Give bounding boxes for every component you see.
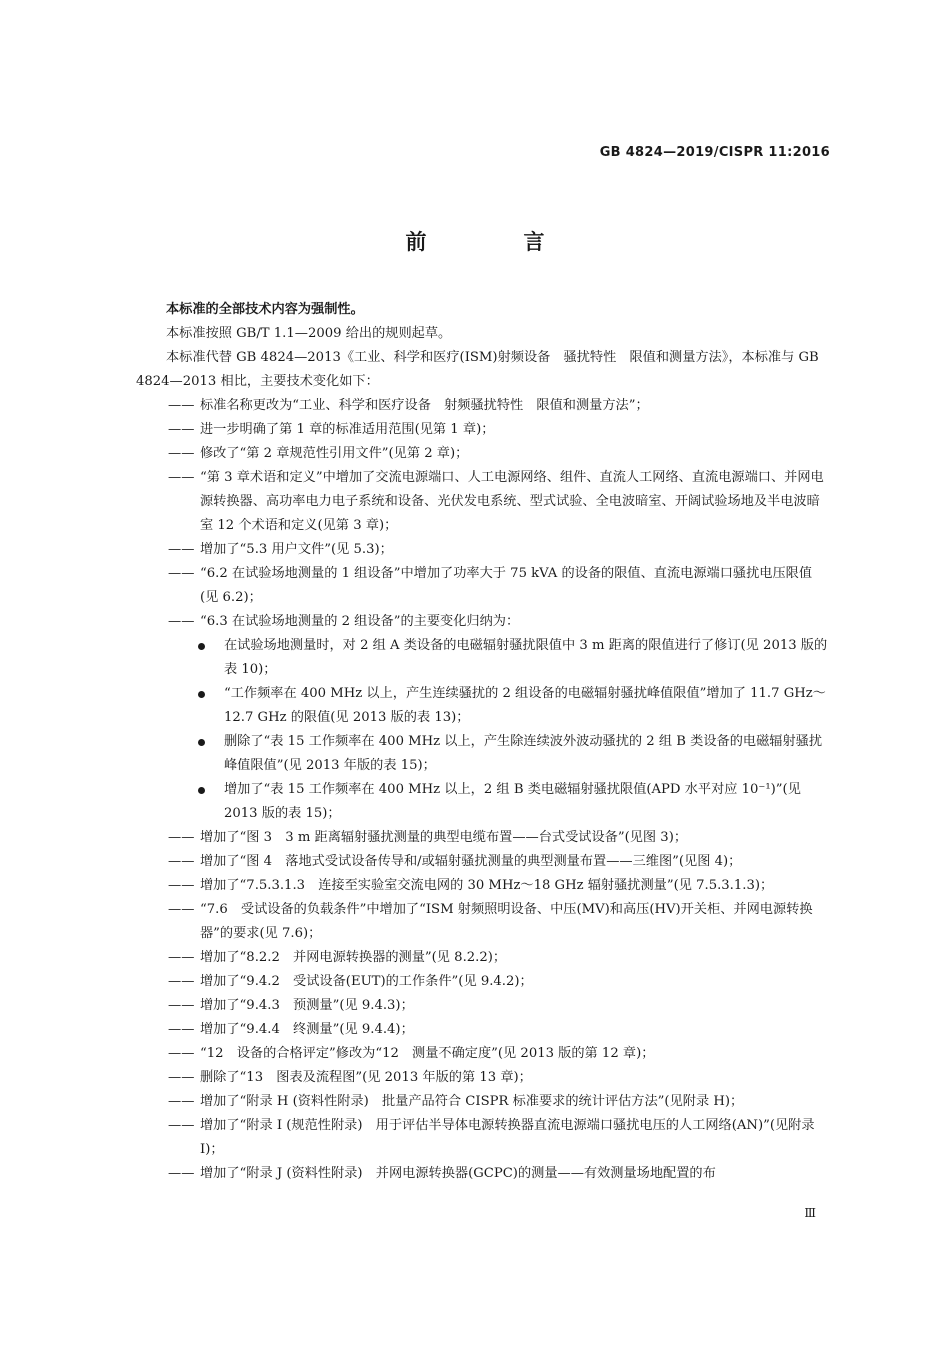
- change-item: [136, 898, 830, 946]
- change-item: [136, 1018, 830, 1042]
- change-text: 修改了“第 2 章规范性引用文件”(见第 2 章)；: [200, 446, 469, 461]
- bullet-dot-icon: [198, 739, 205, 746]
- change-item: [136, 874, 830, 898]
- change-item: [136, 994, 830, 1018]
- bullet-item: [136, 634, 830, 682]
- dash-mark: ——: [168, 998, 195, 1013]
- bullet-text: 删除了“表 15 工作频率在 400 MHz 以上，产生除连续波外波动骚扰的 2 组 B 类设备的电磁辐射骚扰峰值限值”(见 2013 年版的表 15)；: [224, 734, 823, 773]
- dash-mark: ——: [168, 902, 195, 917]
- change-item: [136, 826, 830, 850]
- dash-mark: ——: [168, 542, 195, 557]
- change-text: 增加了“9.4.4 终测量”(见 9.4.4)；: [200, 1022, 414, 1037]
- change-text: 增加了“图 3 3 m 距离辐射骚扰测量的典型电缆布置——台式受试设备”(见图 3)；: [200, 830, 688, 845]
- change-text: 增加了“附录 I (规范性附录) 用于评估半导体电源转换器直流电源端口骚扰电压的人工网络(AN)”(见附录 I)；: [200, 1118, 815, 1157]
- mandatory-statement: 本标准的全部技术内容为强制性。: [166, 302, 364, 317]
- page-number: Ⅲ: [804, 1206, 816, 1220]
- change-text: 增加了“附录 J (资料性附录) 并网电源转换器(GCPC)的测量——有效测量场地配置的布: [200, 1166, 716, 1181]
- change-item: [136, 850, 830, 874]
- change-item: [136, 970, 830, 994]
- change-item: [136, 1090, 830, 1114]
- bullet-dot-icon: [198, 643, 205, 650]
- change-text: 增加了“7.5.3.1.3 连接至实验室交流电网的 30 MHz～18 GHz 辐射骚扰测量”(见 7.5.3.1.3)；: [200, 878, 774, 893]
- change-text: “6.2 在试验场地测量的 1 组设备”中增加了功率大于 75 kVA 的设备的限值、直流电源端口骚扰电压限值(见 6.2)；: [200, 566, 813, 605]
- bullet-text: “工作频率在 400 MHz 以上，产生连续骚扰的 2 组设备的电磁辐射骚扰峰值限值”增加了 11.7 GHz～12.7 GHz 的限值(见 2013 版的表 13)；: [224, 686, 826, 725]
- change-item: [136, 442, 830, 466]
- change-item: [136, 1066, 830, 1090]
- bullet-item: [136, 778, 830, 826]
- bullet-dot-icon: [198, 787, 205, 794]
- change-item: [136, 1042, 830, 1066]
- dash-mark: ——: [168, 950, 195, 965]
- replacement-paragraph: 本标准代替 GB 4824—2013《工业、科学和医疗(ISM)射频设备 骚扰特性 限值和测量方法》，本标准与 GB 4824—2013 相比，主要技术变化如下：: [136, 350, 819, 389]
- change-text: 增加了“8.2.2 并网电源转换器的测量”(见 8.2.2)；: [200, 950, 507, 965]
- dash-mark: ——: [168, 446, 195, 461]
- dash-mark: ——: [168, 614, 195, 629]
- document-body: [136, 298, 830, 1186]
- dash-mark: ——: [168, 566, 195, 581]
- dash-mark: ——: [168, 1166, 195, 1181]
- change-text: “第 3 章术语和定义”中增加了交流电源端口、人工电源网络、组件、直流人工网络、直流电源端口、并网电源转换器、高功率电力电子系统和设备、光伏发电系统、型式试验、全电波暗室、开阔试验场地及半电波暗室 12 个术语和定义(见第 3 章)；: [200, 470, 824, 533]
- change-item: [136, 394, 830, 418]
- dash-mark: ——: [168, 1022, 195, 1037]
- change-text: “6.3 在试验场地测量的 2 组设备”的主要变化归纳为：: [200, 614, 520, 629]
- change-text: 增加了“图 4 落地式受试设备传导和/或辐射骚扰测量的典型测量布置——三维图”(见图 4)；: [200, 854, 742, 869]
- dash-mark: ——: [168, 1070, 195, 1085]
- dash-mark: ——: [168, 974, 195, 989]
- dash-mark: ——: [168, 1118, 195, 1133]
- change-item: [136, 946, 830, 970]
- change-text: 删除了“13 图表及流程图”(见 2013 年版的第 13 章)；: [200, 1070, 532, 1085]
- change-text: 增加了“9.4.2 受试设备(EUT)的工作条件”(见 9.4.2)；: [200, 974, 533, 989]
- change-item: [136, 562, 830, 610]
- standard-code: GB 4824—2019/CISPR 11:2016: [599, 145, 830, 160]
- dash-mark: ——: [168, 854, 195, 869]
- change-text: 标准名称更改为“工业、科学和医疗设备 射频骚扰特性 限值和测量方法”；: [200, 398, 649, 413]
- dash-mark: ——: [168, 1046, 195, 1061]
- bullet-text: 在试验场地测量时，对 2 组 A 类设备的电磁辐射骚扰限值中 3 m 距离的限值进行了修订(见 2013 版的表 10)；: [224, 638, 828, 677]
- change-item: [136, 418, 830, 442]
- change-item: [136, 1114, 830, 1162]
- bullet-text: 增加了“表 15 工作频率在 400 MHz 以上，2 组 B 类电磁辐射骚扰限值(APD 水平对应 10⁻¹)”(见 2013 版的表 15)；: [224, 782, 801, 821]
- change-text: “12 设备的合格评定”修改为“12 测量不确定度”(见 2013 版的第 12 章)；: [200, 1046, 655, 1061]
- page-title: 前 言: [405, 230, 583, 254]
- change-item: [136, 1162, 830, 1186]
- dash-mark: ——: [168, 1094, 195, 1109]
- dash-mark: ——: [168, 878, 195, 893]
- change-item: [136, 466, 830, 538]
- bullet-dot-icon: [198, 691, 205, 698]
- change-text: “7.6 受试设备的负载条件”中增加了“ISM 射频照明设备、中压(MV)和高压(HV)开关柜、并网电源转换器”的要求(见 7.6)；: [200, 902, 813, 941]
- drafting-rules-paragraph: 本标准按照 GB/T 1.1—2009 给出的规则起草。: [166, 326, 452, 341]
- dash-mark: ——: [168, 422, 195, 437]
- bullet-item: [136, 730, 830, 778]
- dash-mark: ——: [168, 398, 195, 413]
- dash-mark: ——: [168, 470, 195, 485]
- change-text: 进一步明确了第 1 章的标准适用范围(见第 1 章)；: [200, 422, 495, 437]
- dash-mark: ——: [168, 830, 195, 845]
- change-item: [136, 610, 830, 634]
- bullet-item: [136, 682, 830, 730]
- change-text: 增加了“附录 H (资料性附录) 批量产品符合 CISPR 标准要求的统计评估方法”(见附录 H)；: [200, 1094, 744, 1109]
- change-item: [136, 538, 830, 562]
- change-text: 增加了“5.3 用户文件”(见 5.3)；: [200, 542, 393, 557]
- change-text: 增加了“9.4.3 预测量”(见 9.4.3)；: [200, 998, 414, 1013]
